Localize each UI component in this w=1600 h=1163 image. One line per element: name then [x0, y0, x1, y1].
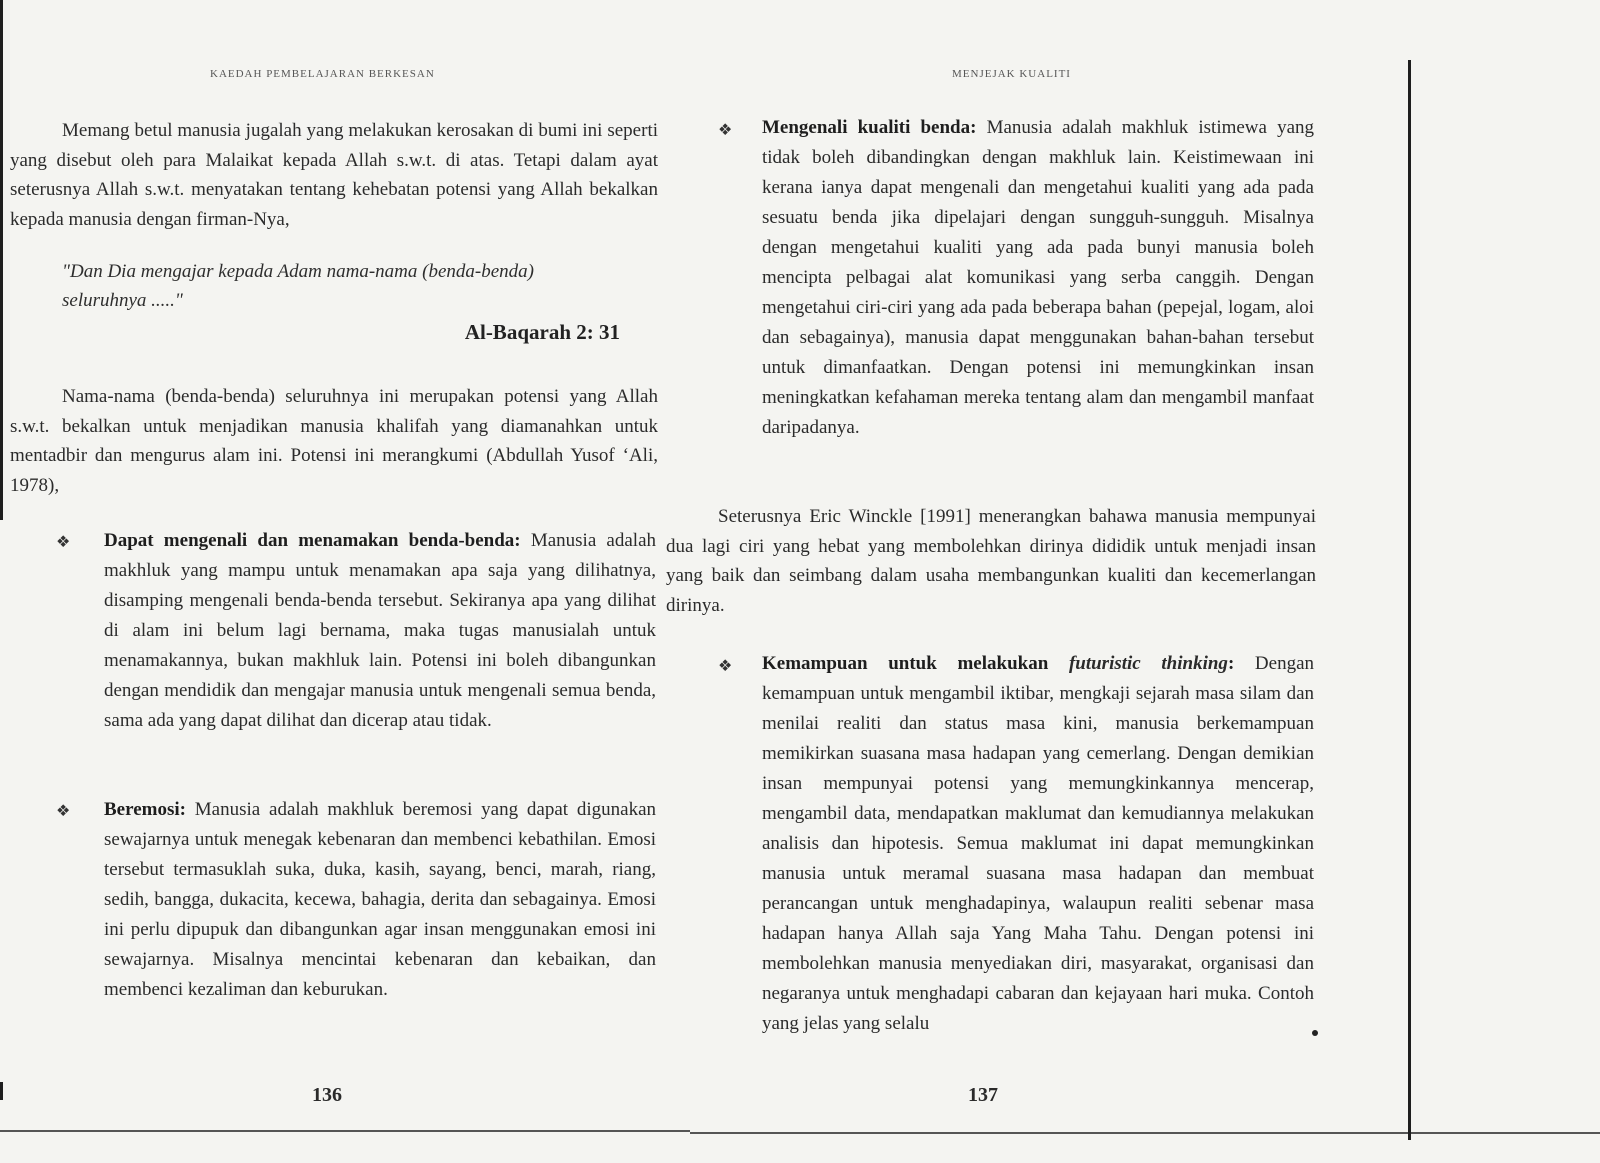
bullet-text: Manusia adalah makhluk beremosi yang dapat digunakan sewajarnya untuk menegak kebenaran dan membenci kebathilan. Emosi tersebut termasuklah suka, duka, kasih, sayang, benci, marah, riang, sedih, bangga, dukacita, kecewa, bahagia, derita dan sebagainya. Emosi ini perlu dipupuk dan dibangunkan agar insan menggunakan emosi ini sewajarnya. Misalnya mencintai kebenaran dan kebaikan, dan membenci kezaliman dan keburukan.: [104, 799, 656, 1000]
left-bottom-edge: [0, 1130, 690, 1132]
bullet-naming-things: [104, 526, 656, 736]
bullet-diamond-icon: ❖: [718, 120, 733, 139]
quote-citation: Al-Baqarah 2: 31: [464, 320, 620, 344]
right-bottom-edge: [690, 1132, 1600, 1134]
right-running-head: MENJEJAK KUALITI: [952, 68, 1071, 80]
bullet-text: Manusia adalah makhluk istimewa yang tidak boleh dibandingkan dengan makhluk lain. Keistimewaan ini kerana ianya dapat mengenali dan mengetahui kualiti yang ada pada sesuatu benda jika dipelajari dengan sungguh-sungguh. Misalnya dengan mengetahui kualiti yang ada pada bunyi manusia boleh mencipta pelbagai alat komunikasi yang serba canggih. Dengan mengetahui ciri-ciri yang ada pada beberapa bahan (pepejal, logam, aloi dan sebagainya), manusia dapat menggunakan bahan-bahan tersebut untuk dimanfaatkan. Dengan potensi ini memungkinkan insan meningkatkan kefahaman mereka tentang alam dan mengambil manfaat daripadanya.: [762, 117, 1314, 438]
bullet-diamond-icon: ❖: [56, 532, 71, 551]
left-corner-mark: [0, 1082, 3, 1100]
left-paragraph-1: Memang betul manusia jugalah yang melakukan kerosakan di bumi ini seperti yang disebut oleh para Malaikat kepada Allah s.w.t. di atas. Tetapi dalam ayat seterusnya Allah s.w.t. menyatakan tentang kehebatan potensi yang Allah bekalkan kepada manusia dengan firman-Nya,: [10, 120, 658, 230]
bullet-text: Dengan kemampuan untuk mengambil iktibar, mengkaji sejarah masa silam dan menilai realiti dan status masa kini, manusia berkemampuan memikirkan suasana masa hadapan yang cemerlang. Dengan demikian insan mempunyai potensi yang memungkinkannya mencerap, mengambil data, mendapatkan maklumat dan kemudiannya melakukan analisis dan hipotesis. Semua maklumat ini dapat memungkinkan manusia untuk meramal suasana masa hadapan dan membuat perancangan untuk menghadapinya, walaupun realiti sebenar masa hadapan hanya Allah saja Yang Maha Tahu. Dengan potensi ini membolehkan manusia menyediakan diri, masyarakat, organisasi dan negaranya untuk menghadapi cabaran dan kejayaan hari muka. Contoh yang jelas yang selalu: [762, 653, 1315, 1034]
right-page: [666, 0, 1600, 1163]
quranic-quote: "Dan Dia mengajar kepada Adam nama-nama (benda-benda) seluruhnya .....": [62, 261, 534, 311]
bullet-futuristic-thinking: [762, 649, 1314, 1039]
left-paragraph-2: Nama-nama (benda-benda) seluruhnya ini merupakan potensi yang Allah s.w.t. bekalkan untuk menjadikan manusia khalifah yang diamanahkan untuk mentadbir dan mengurus alam ini. Potensi ini merangkumi (Abdullah Yusof ‘Ali, 1978),: [10, 386, 658, 496]
bullet-title: Dapat mengenali dan menamakan benda-benda:: [104, 530, 521, 551]
right-page-number: 137: [968, 1084, 998, 1106]
bullet-diamond-icon: ❖: [718, 656, 733, 675]
right-paragraph: Seterusnya Eric Winckle [1991] menerangkan bahawa manusia mempunyai dua lagi ciri yang hebat yang membolehkan dirinya dididik untuk menjadi insan yang baik dan seimbang dalam usaha membangunkan kualiti dan kecemerlangan dirinya.: [666, 506, 1316, 616]
right-binding-edge: [1408, 60, 1411, 1140]
scan-speck: [1312, 1030, 1318, 1036]
left-binding-edge: [0, 0, 3, 520]
left-page-number: 136: [312, 1084, 342, 1106]
bullet-title: Mengenali kualiti benda:: [762, 117, 977, 138]
bullet-title-colon: :: [1227, 653, 1235, 674]
bullet-text: Manusia adalah makhluk yang mampu untuk menamakan apa saja yang dilihatnya, disamping mengenali benda-benda tersebut. Sekiranya apa yang dilihat di alam ini belum lagi bernama, maka tugas manusialah untuk menamakannya, bukan makhluk lain. Potensi ini boleh dibangunkan dengan mendidik dan mengajar manusia untuk mengenali semua benda, sama ada yang dapat dilihat dan dicerap atau tidak.: [104, 530, 657, 731]
bullet-knowing-quality: [762, 113, 1314, 443]
left-running-head: KAEDAH PEMBELAJARAN BERKESAN: [210, 68, 435, 80]
left-page: [0, 0, 690, 1163]
bullet-diamond-icon: ❖: [56, 801, 71, 820]
bullet-title: Kemampuan untuk melakukan: [762, 653, 1049, 674]
bullet-title-italic: futuristic thinking: [1068, 653, 1228, 674]
bullet-emotion: [104, 795, 656, 1005]
bullet-title: Beremosi:: [104, 799, 186, 820]
